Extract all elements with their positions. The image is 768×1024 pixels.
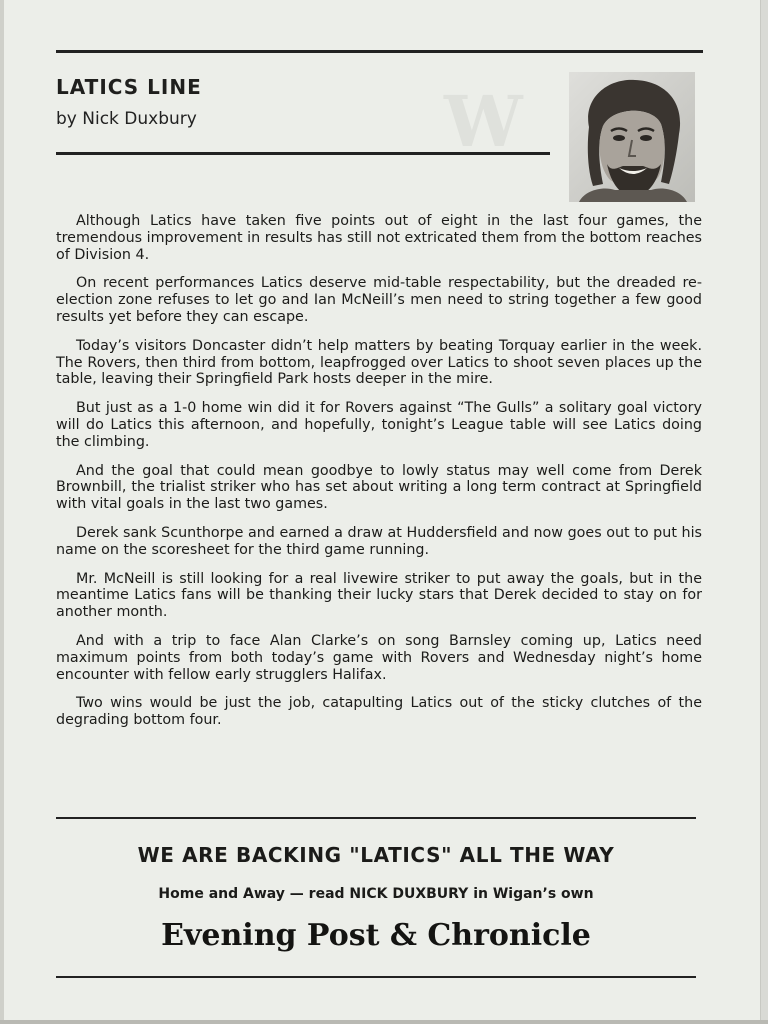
programme-page — [4, 0, 761, 1020]
advert-tagline: Home and Away — read NICK DUXBURY in Wigan’s own — [158, 886, 594, 902]
article-paragraph: Today’s visitors Doncaster didn’t help matters by beating Torquay earlier in the week. The Rovers, then third from bottom, leapfrogged over Latics to shoot seven places up the table, leaving their Springfield Park hosts deeper in the mire. — [56, 337, 702, 388]
show-through-text: W — [444, 80, 523, 163]
article-body — [56, 213, 702, 741]
column-title: LATICS LINE — [56, 75, 202, 99]
article-paragraph: On recent performances Latics deserve mid-table respectability, but the dreaded re-election zone refuses to let go and Ian McNeill’s men need to string together a few good results yet before they can escape. — [56, 275, 702, 325]
advert-bottom-rule — [56, 976, 696, 978]
article-paragraph: And the goal that could mean goodbye to lowly status may well come from Derek Brownbill, the trialist striker who has set about writing a long term contract at Springfield with vital goals in the last two games. — [56, 462, 702, 513]
author-portrait — [569, 72, 695, 202]
advert-top-rule — [56, 817, 696, 819]
article-paragraph: And with a trip to face Alan Clarke’s on song Barnsley coming up, Latics need maximum points from both today’s game with Rovers and Wednesday night’s home encounter with fellow early strugglers Halifax. — [56, 632, 702, 683]
top-rule — [56, 50, 703, 53]
article-paragraph: But just as a 1-0 home win did it for Rovers against “The Gulls” a solitary goal victory will do Latics this afternoon, and hopefully, tonight’s League table will see Latics doing the climbing. — [56, 400, 702, 450]
page-bottom-edge — [0, 1020, 768, 1024]
article-paragraph: Mr. McNeill is still looking for a real livewire striker to put away the goals, but in the meantime Latics fans will be thanking their lucky stars that Derek decided to stay on for another month. — [56, 570, 702, 621]
article-paragraph: Although Latics have taken five points out of eight in the last four games, the tremendous improvement in results has still not extricated them from the bottom reaches of Division 4. — [56, 213, 702, 263]
article-paragraph: Two wins would be just the job, catapulting Latics out of the sticky clutches of the degrading bottom four. — [56, 695, 702, 729]
author-portrait-icon — [569, 72, 695, 202]
article-paragraph: Derek sank Scunthorpe and earned a draw at Huddersfield and now goes out to put his name on the scoresheet for the third game running. — [56, 524, 702, 558]
byline: by Nick Duxbury — [56, 109, 197, 129]
advert-slogan: WE ARE BACKING "LATICS" ALL THE WAY — [137, 843, 615, 867]
header-rule — [56, 152, 550, 155]
advert-newspaper-name: Evening Post & Chronicle — [161, 918, 591, 953]
